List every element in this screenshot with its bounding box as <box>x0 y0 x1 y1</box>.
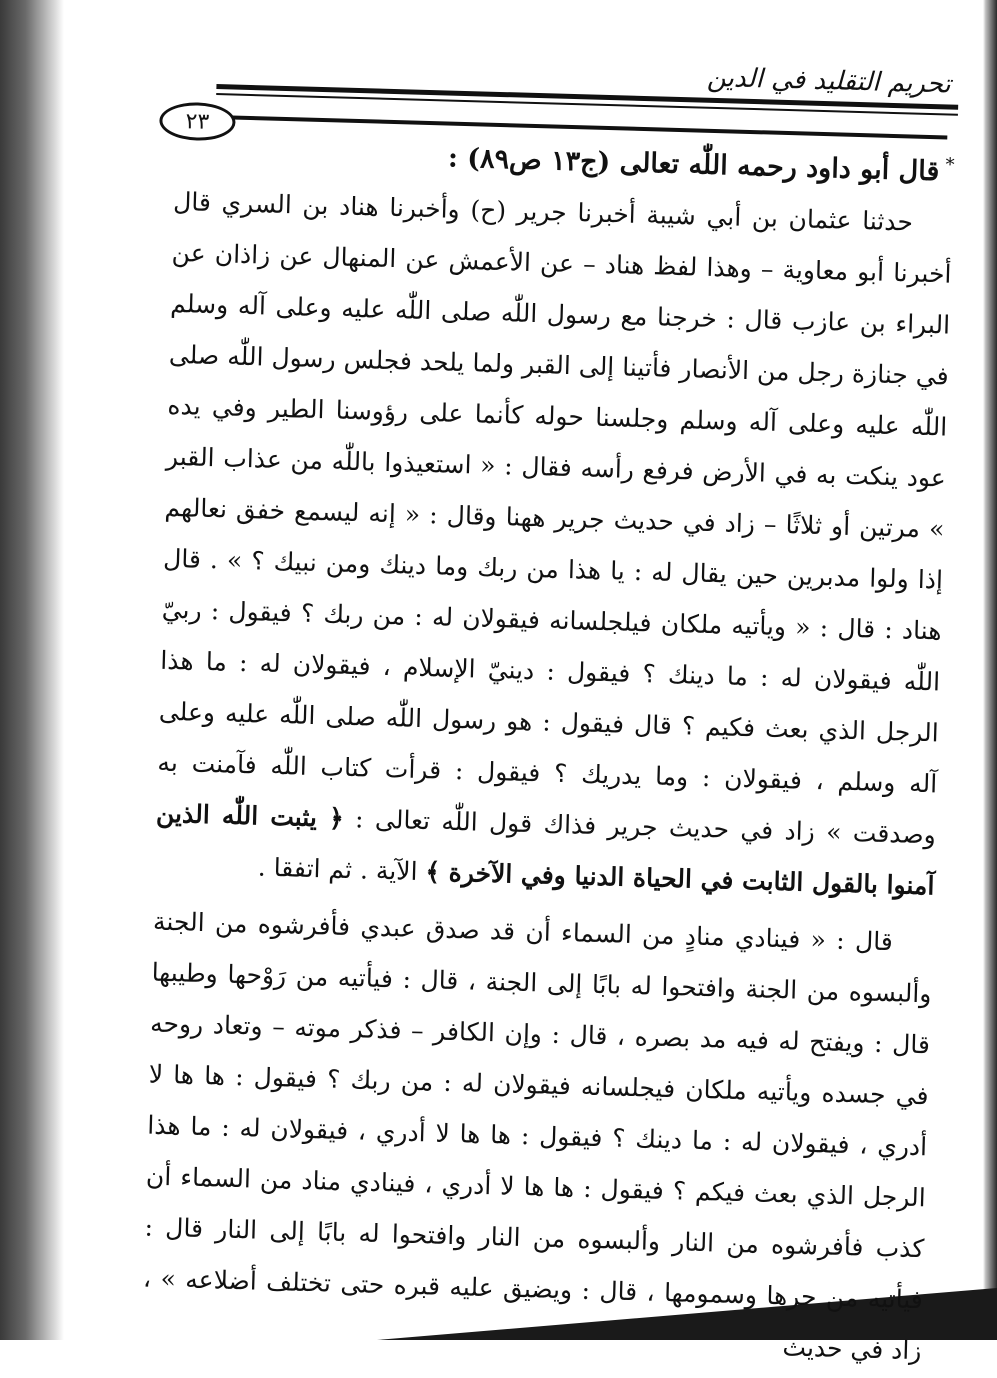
paragraph-2-text: قال : « فينادي منادٍ من السماء أن قد صدق عبدي فأفرشوه من الجنة وألبسوه من الجنة وافتحوا له بابًا إلى الجنة ، قال : فيأتيه من رَوْحها وطيبها قال : ويفتح له فيه مد بصره ، قال : وإن الكافر – فذكر موته – وتعاد روحه في جسده ويأتيه ملكان فيجلسانه فيقولان له : من ربك ؟ فيقول : ها ها لا أدري ، فيقولان له : ما دينك ؟ فيقول : ها ها لا أدري ، فيقولان له : ما هذا الرجل الذي بعث فيكم ؟ فيقول : ها ها لا أدري ، فينادي مناد من السماء أن كذب فأفرشوه من النار وألبسوه من النار وافتحوا له بابًا إلى النار قال : فيأتيه من حرها وسمومها ، قال : ويضيق عليه قبره حتى تختلف أضلاعه » ، زاد في حديث <box>142 906 932 1366</box>
page-number: ٢٣ <box>185 108 210 135</box>
page-body <box>141 118 955 1376</box>
paragraph-1-ending: الآية . ثم اتفقا . <box>257 852 418 886</box>
hadith-paragraph-2 <box>141 896 934 1377</box>
intro-star: * <box>945 154 955 176</box>
hadith-paragraph-1 <box>154 176 954 912</box>
running-title: تحريم التقليد في الدين <box>706 62 952 100</box>
intro-text: قال أبو داود رحمه اللّٰه تعالى (ج١٣ ص٨٩) : <box>447 142 940 188</box>
quran-verse: ﴿ يثبت اللّٰه الذين آمنوا بالقول الثابت في الحياة الدنيا وفي الآخرة ﴾ <box>155 798 935 901</box>
paragraph-1-text: حدثنا عثمان بن أبي شيبة أخبرنا جرير (ح) وأخبرنا هناد بن السري قال أخبرنا أبو معاوية – وهذا لفظ هناد – عن الأعمش عن المنهال عن زاذان عن البراء بن عازب قال : خرجنا مع رسول اللّٰه صلى اللّٰه عليه وعلى آله وسلم في جنازة رجل من الأنصار فأتينا إلى القبر ولما يلحد فجلس رسول اللّٰه صلى اللّٰه عليه وعلى آله وسلم وجلسنا حوله كأنما على رؤوسنا الطير وفي يده عود ينكت به في الأرض فرفع رأسه فقال : « استعيذوا باللّٰه من عذاب القبر » مرتين أو ثلاثًا – زاد في حديث جرير ههنا وقال : « إنه ليسمع خفق نعالهم إذا ولوا مدبرين حين يقال له : يا هذا من ربك وما دينك ومن نبيك ؟ » . قال هناد : قال : « ويأتيه ملكان فيلجلسانه فيقولان له : من ربك ؟ فيقول : ربيّ اللّٰه فيقولان له : ما دينك ؟ فيقول : دينيّ الإسلام ، فيقولان له : ما هذا الرجل الذي بعث فكيم ؟ قال فيقول : هو رسول اللّٰه صلى اللّٰه عليه وعلى آله وسلم ، فيقولان : وما يدريك ؟ فيقول : قرأت كتاب اللّٰه فآمنت به وصدقت » زاد في حديث جرير فذاك قول اللّٰه تعالى : <box>157 186 952 850</box>
book-page <box>44 0 997 1366</box>
